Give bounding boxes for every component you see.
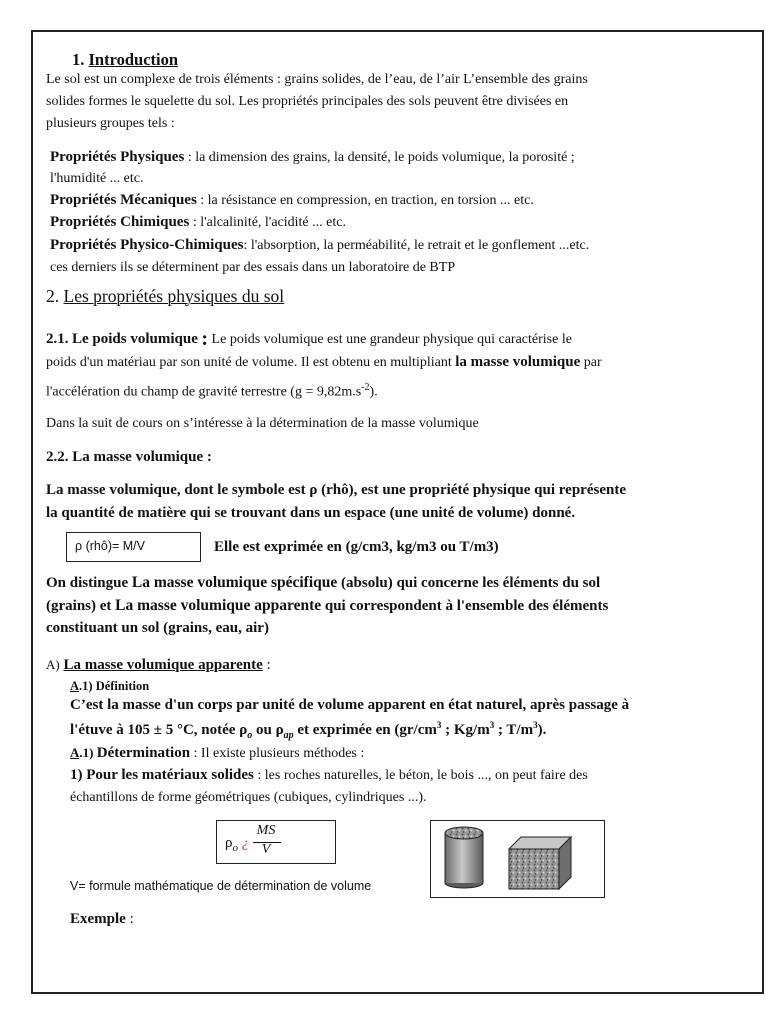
property-chimiques	[50, 212, 346, 233]
definition-text: l'étuve à 105 ± 5 °C, notée ρ	[70, 722, 248, 738]
sample-illustration-frame	[430, 820, 605, 898]
s21-title: Le poids volumique	[72, 331, 198, 347]
definition-label	[70, 679, 149, 694]
solids-line-2: échantillons de forme géométriques (cubiques, cylindriques ...).	[70, 790, 427, 805]
property-mecaniques	[50, 190, 534, 211]
formula-denominator: V	[261, 842, 271, 857]
definition-text: ; Kg/m	[441, 722, 490, 738]
property-label: Propriétés Mécaniques	[50, 192, 197, 208]
s21-note: Dans la suit de cours on s’intéresse à la détermination de la masse volumique	[46, 416, 479, 431]
section-2-heading	[46, 286, 284, 307]
sample-shapes-illustration	[431, 821, 603, 896]
determination-label-letter: A	[70, 745, 80, 760]
intro-line-2: solides formes le squelette du sol. Les propriétés principales des sols peuvent être divisées en	[46, 94, 569, 109]
solids-line-1	[70, 765, 588, 786]
s21-text-3b: ).	[369, 384, 378, 400]
s22-line-1: La masse volumique, dont le symbole est ρ (rhô), est une propriété physique qui représente	[46, 482, 626, 498]
section-2-title: Les propriétés physiques du sol	[63, 286, 285, 306]
example-heading	[70, 911, 134, 928]
property-text: l'absorption, la perméabilité, le retrait et le gonflement ...etc.	[250, 238, 590, 253]
property-sep: :	[243, 238, 251, 253]
distinguish-text: (grains) et	[46, 598, 116, 614]
intro-heading-text: Introduction	[88, 50, 179, 69]
rho-subscript-ap: ap	[283, 730, 294, 741]
section-2-number: 2.	[46, 286, 60, 306]
definition-label-text: .1) Définition	[79, 679, 150, 693]
property-text: l'alcalinité, l'acidité ... etc.	[200, 215, 346, 230]
determination-label: .1)	[79, 745, 97, 760]
distinguish-apparent: La masse volumique apparente	[115, 597, 322, 614]
definition-text: et exprimée en (gr/cm	[293, 722, 437, 738]
exponent-3: 3	[436, 720, 442, 730]
solids-number: 1)	[70, 767, 87, 783]
formula-equals-glyph: ¿	[241, 836, 249, 851]
property-physiques-cont: l'humidité ... etc.	[50, 171, 144, 186]
section-a-colon: :	[262, 657, 271, 673]
distinguish-text: (absolu) qui concerne les éléments du sol	[337, 575, 601, 591]
example-label: Exemple	[70, 911, 126, 927]
s21-line-3	[46, 377, 378, 403]
intro-heading-number: 1.	[72, 50, 85, 69]
determination-text: : Il existe plusieurs méthodes :	[190, 746, 365, 761]
s21-line-2	[46, 352, 602, 373]
property-label: Propriétés Physiques	[50, 149, 185, 165]
apparent-density-formula	[225, 835, 249, 854]
property-label: Propriétés Physico-Chimiques	[50, 237, 244, 253]
property-physico-chimiques	[50, 235, 589, 256]
determination-line	[70, 742, 364, 764]
distinguish-text: On distingue	[46, 575, 132, 591]
rho-subscript-o: o	[247, 730, 253, 741]
s22-heading: 2.2. La masse volumique :	[46, 449, 212, 465]
property-sep: :	[184, 150, 196, 165]
s21-colon: :	[201, 328, 209, 350]
exponent-3: 3	[533, 720, 538, 730]
definition-label-letter: A	[70, 679, 80, 693]
section-a-title: La masse volumique apparente	[63, 657, 263, 673]
density-formula: ρ (rhô)= M/V	[75, 539, 145, 553]
exponent-3: 3	[489, 720, 495, 730]
definition-line-2	[70, 720, 546, 741]
definition-text: ; T/m	[494, 722, 534, 738]
cylinder-sample	[445, 827, 483, 888]
distinguish-line-2	[46, 597, 608, 615]
definition-text: ou ρ	[252, 722, 284, 738]
definition-line-1: C’est la masse d'un corps par unité de volume apparent en état naturel, après passage à	[70, 697, 630, 713]
distinguish-text: qui correspondent à l'ensemble des éléments	[321, 598, 609, 614]
property-text: la résistance en compression, en traction, en torsion ... etc.	[207, 193, 534, 208]
cube-sample	[509, 837, 571, 889]
s21-line-1	[46, 329, 572, 350]
solids-title: Pour les matériaux solides	[86, 767, 254, 783]
s21-exponent: -2	[361, 382, 370, 393]
apparent-density-formula-box	[216, 820, 336, 864]
s21-number: 2.1.	[46, 331, 69, 347]
s21-text-2a: poids d'un matériau par son unité de volume. Il est obtenu en multipliant	[46, 355, 456, 370]
example-colon: :	[125, 911, 134, 927]
property-text: la dimension des grains, la densité, le poids volumique, la porosité ;	[195, 150, 575, 165]
s21-text-1: Le poids volumique est une grandeur physique qui caractérise le	[211, 332, 572, 347]
formula-numerator: MS	[256, 823, 276, 838]
density-formula-box	[66, 532, 201, 562]
s22-line-2: la quantité de matière qui se trouvant dans un espace (une unité de volume) donné.	[46, 505, 576, 521]
property-sep: :	[196, 193, 208, 208]
intro-heading	[72, 50, 178, 70]
units-text: Elle est exprimée en (g/cm3, kg/m3 ou T/m3)	[214, 539, 499, 555]
property-label: Propriétés Chimiques	[50, 214, 190, 230]
intro-line-1: Le sol est un complexe de trois éléments : grains solides, de l’eau, de l’air L’ensemble des grains	[46, 72, 588, 87]
formula-rho-subscript: o	[232, 842, 238, 854]
volume-formula-note: V= formule mathématique de détermination de volume	[70, 879, 372, 893]
distinguish-line-1	[46, 574, 600, 592]
solids-text: : les roches naturelles, le béton, le bois ..., on peut faire des	[253, 768, 588, 783]
distinguish-line-3: constituant un sol (grains, eau, air)	[46, 620, 269, 636]
intro-line-3: plusieurs groupes tels :	[46, 116, 175, 131]
determination-title: Détermination	[96, 745, 191, 761]
s21-text-3a: l'accélération du champ de gravité terrestre (g = 9,82m.s	[46, 384, 362, 400]
definition-text: ).	[537, 722, 547, 738]
s21-text-2b: la masse volumique	[455, 354, 581, 370]
section-a-label: A)	[46, 657, 60, 672]
section-a-heading	[46, 657, 271, 674]
s21-text-2c: par	[580, 355, 602, 370]
distinguish-specific: La masse volumique spécifique	[131, 574, 338, 591]
formula-rho: ρ	[225, 835, 233, 851]
property-physico-chimiques-cont: ces derniers ils se déterminent par des essais dans un laboratoire de BTP	[50, 260, 456, 275]
property-sep: :	[189, 215, 201, 230]
property-physiques	[50, 147, 575, 168]
